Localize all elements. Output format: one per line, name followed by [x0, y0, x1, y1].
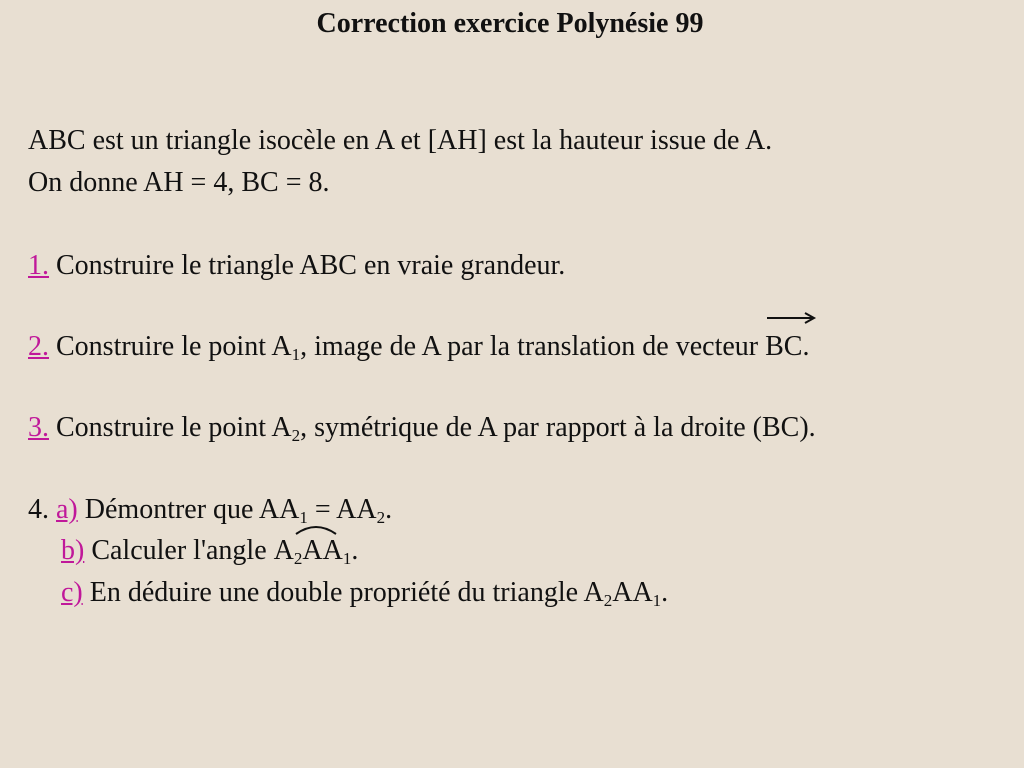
question-4a-end: .: [385, 494, 393, 525]
question-1-link[interactable]: 1.: [28, 250, 49, 281]
question-4c-sub-b: 1: [652, 591, 662, 610]
vector-label: BC: [765, 331, 803, 362]
question-4c: [61, 576, 668, 610]
angle-part-a: A: [273, 535, 294, 566]
question-1-text: Construire le triangle ABC en vraie grandeur.: [56, 250, 566, 281]
question-4c-end: .: [661, 577, 669, 608]
question-4b-link[interactable]: b): [61, 535, 85, 566]
question-4b-end: .: [351, 535, 359, 566]
angle-sub-b: 1: [342, 549, 352, 568]
question-3-link[interactable]: 3.: [28, 412, 49, 443]
question-2: [28, 330, 809, 364]
question-2-link[interactable]: 2.: [28, 331, 49, 362]
question-2-sub: 1: [291, 345, 301, 364]
question-4a-link[interactable]: a): [56, 494, 78, 525]
question-4-number: 4.: [28, 494, 49, 525]
question-4a-sub-1: 1: [299, 508, 308, 527]
question-3-text-b: , symétrique de A par rapport à la droite (BC).: [300, 412, 816, 443]
angle-notation: [274, 534, 352, 568]
question-4c-sub-a: 2: [603, 591, 613, 610]
vector-arrow-icon: [763, 308, 819, 328]
intro-line-1: ABC est un triangle isocèle en A et [AH] est la hauteur issue de A.: [28, 125, 773, 156]
question-2-text-a: Construire le point A: [56, 331, 292, 362]
angle-hat-icon: [294, 520, 338, 536]
question-1: [28, 249, 565, 283]
intro-line-2: On donne AH = 4, BC = 8.: [28, 167, 330, 198]
question-4a-text-a: Démontrer que AA: [84, 494, 300, 525]
question-4a-text-b: = AA: [307, 494, 377, 525]
question-4b-text: Calculer l'angle: [91, 535, 274, 566]
vector-bc: [765, 330, 802, 364]
question-4c-link[interactable]: c): [61, 577, 83, 608]
question-4b: [61, 534, 358, 568]
question-2-text-b: , image de A par la translation de vecteur: [300, 331, 766, 362]
angle-part-b: AA: [302, 535, 343, 566]
question-3-sub: 2: [291, 426, 301, 445]
question-4a-sub-2: 2: [376, 508, 386, 527]
page-title: Correction exercice Polynésie 99: [316, 8, 704, 39]
question-4c-text-b: AA: [612, 577, 653, 608]
question-2-end: .: [802, 331, 810, 362]
question-3: [28, 411, 816, 445]
question-4c-text: En déduire une double propriété du triangle A: [89, 577, 604, 608]
angle-sub-a: 2: [293, 549, 303, 568]
question-3-text-a: Construire le point A: [56, 412, 292, 443]
